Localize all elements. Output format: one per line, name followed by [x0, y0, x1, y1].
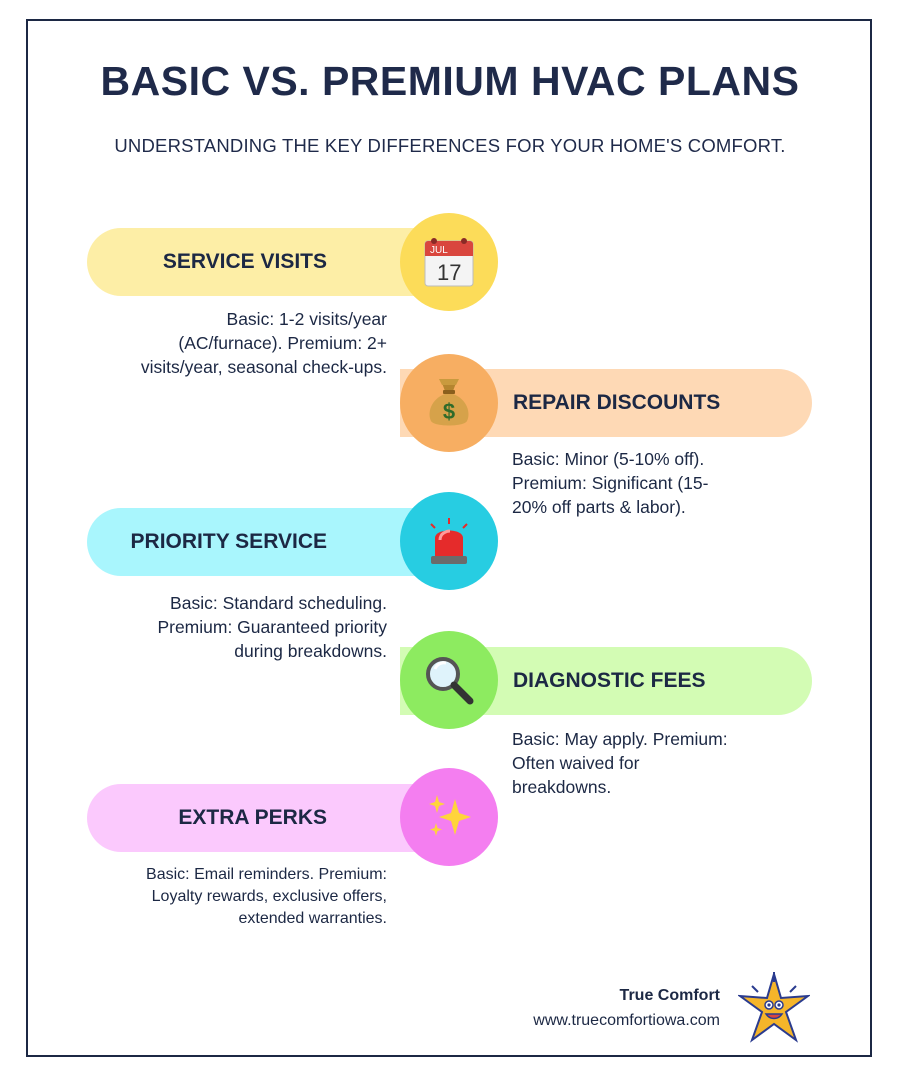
description-line: Basic: May apply. Premium: — [512, 729, 728, 749]
priority-service-label: PRIORITY SERVICE — [130, 530, 327, 553]
extra-perks-pill — [87, 784, 440, 852]
description-line: extended warranties. — [238, 910, 387, 927]
extra-perks-label: EXTRA PERKS — [178, 806, 327, 829]
description-line: Premium: Guaranteed priority — [157, 617, 387, 637]
extra-perks-circle — [400, 768, 498, 866]
description-line: Loyalty rewards, exclusive offers, — [151, 888, 387, 905]
repair-discounts-circle — [400, 354, 498, 452]
description-line: 20% off parts & labor). — [512, 497, 686, 517]
service-visits-circle — [400, 213, 498, 311]
description-line: during breakdowns. — [234, 641, 387, 661]
description-line: Often waived for — [512, 753, 640, 773]
service-visits-pill — [87, 228, 440, 296]
extra-perks-description — [86, 864, 387, 930]
priority-service-circle — [400, 492, 498, 590]
calendar-month-text: JUL — [430, 245, 448, 256]
description-line: Basic: Standard scheduling. — [170, 593, 387, 613]
description-line: Basic: 1-2 visits/year — [226, 309, 387, 329]
magnifying-glass-icon — [423, 654, 475, 706]
priority-service-pill — [87, 508, 440, 576]
diagnostic-fees-label: DIAGNOSTIC FEES — [513, 669, 706, 692]
svg-text:$: $ — [442, 399, 456, 424]
description-line: visits/year, seasonal check-ups. — [140, 357, 387, 377]
star-mascot-icon — [738, 972, 810, 1044]
calendar-icon — [422, 236, 476, 288]
calendar-day-text: 17 — [437, 260, 462, 285]
page-subtitle: UNDERSTANDING THE KEY DIFFERENCES FOR YOUR HOME'S COMFORT. — [114, 135, 786, 156]
diagnostic-fees-circle — [400, 631, 498, 729]
siren-icon — [425, 516, 473, 566]
brand-name: True Comfort — [619, 987, 720, 1004]
page-title: BASIC VS. PREMIUM HVAC PLANS — [100, 58, 800, 104]
description-line: Premium: Significant (15- — [512, 473, 709, 493]
brand-url[interactable]: www.truecomfortiowa.com — [533, 1012, 720, 1029]
sparkles-icon — [425, 793, 473, 841]
description-line: Basic: Minor (5-10% off). — [512, 449, 705, 469]
description-line: Basic: Email reminders. Premium: — [146, 866, 387, 883]
description-line: breakdowns. — [512, 777, 612, 797]
diagnostic-fees-description — [512, 727, 782, 799]
service-visits-label: SERVICE VISITS — [162, 250, 327, 273]
service-visits-description — [96, 307, 387, 379]
priority-service-description — [96, 591, 387, 663]
money-bag-icon — [425, 377, 473, 429]
repair-discounts-label: REPAIR DISCOUNTS — [513, 391, 721, 414]
description-line: (AC/furnace). Premium: 2+ — [178, 333, 387, 353]
repair-discounts-description — [512, 447, 772, 519]
